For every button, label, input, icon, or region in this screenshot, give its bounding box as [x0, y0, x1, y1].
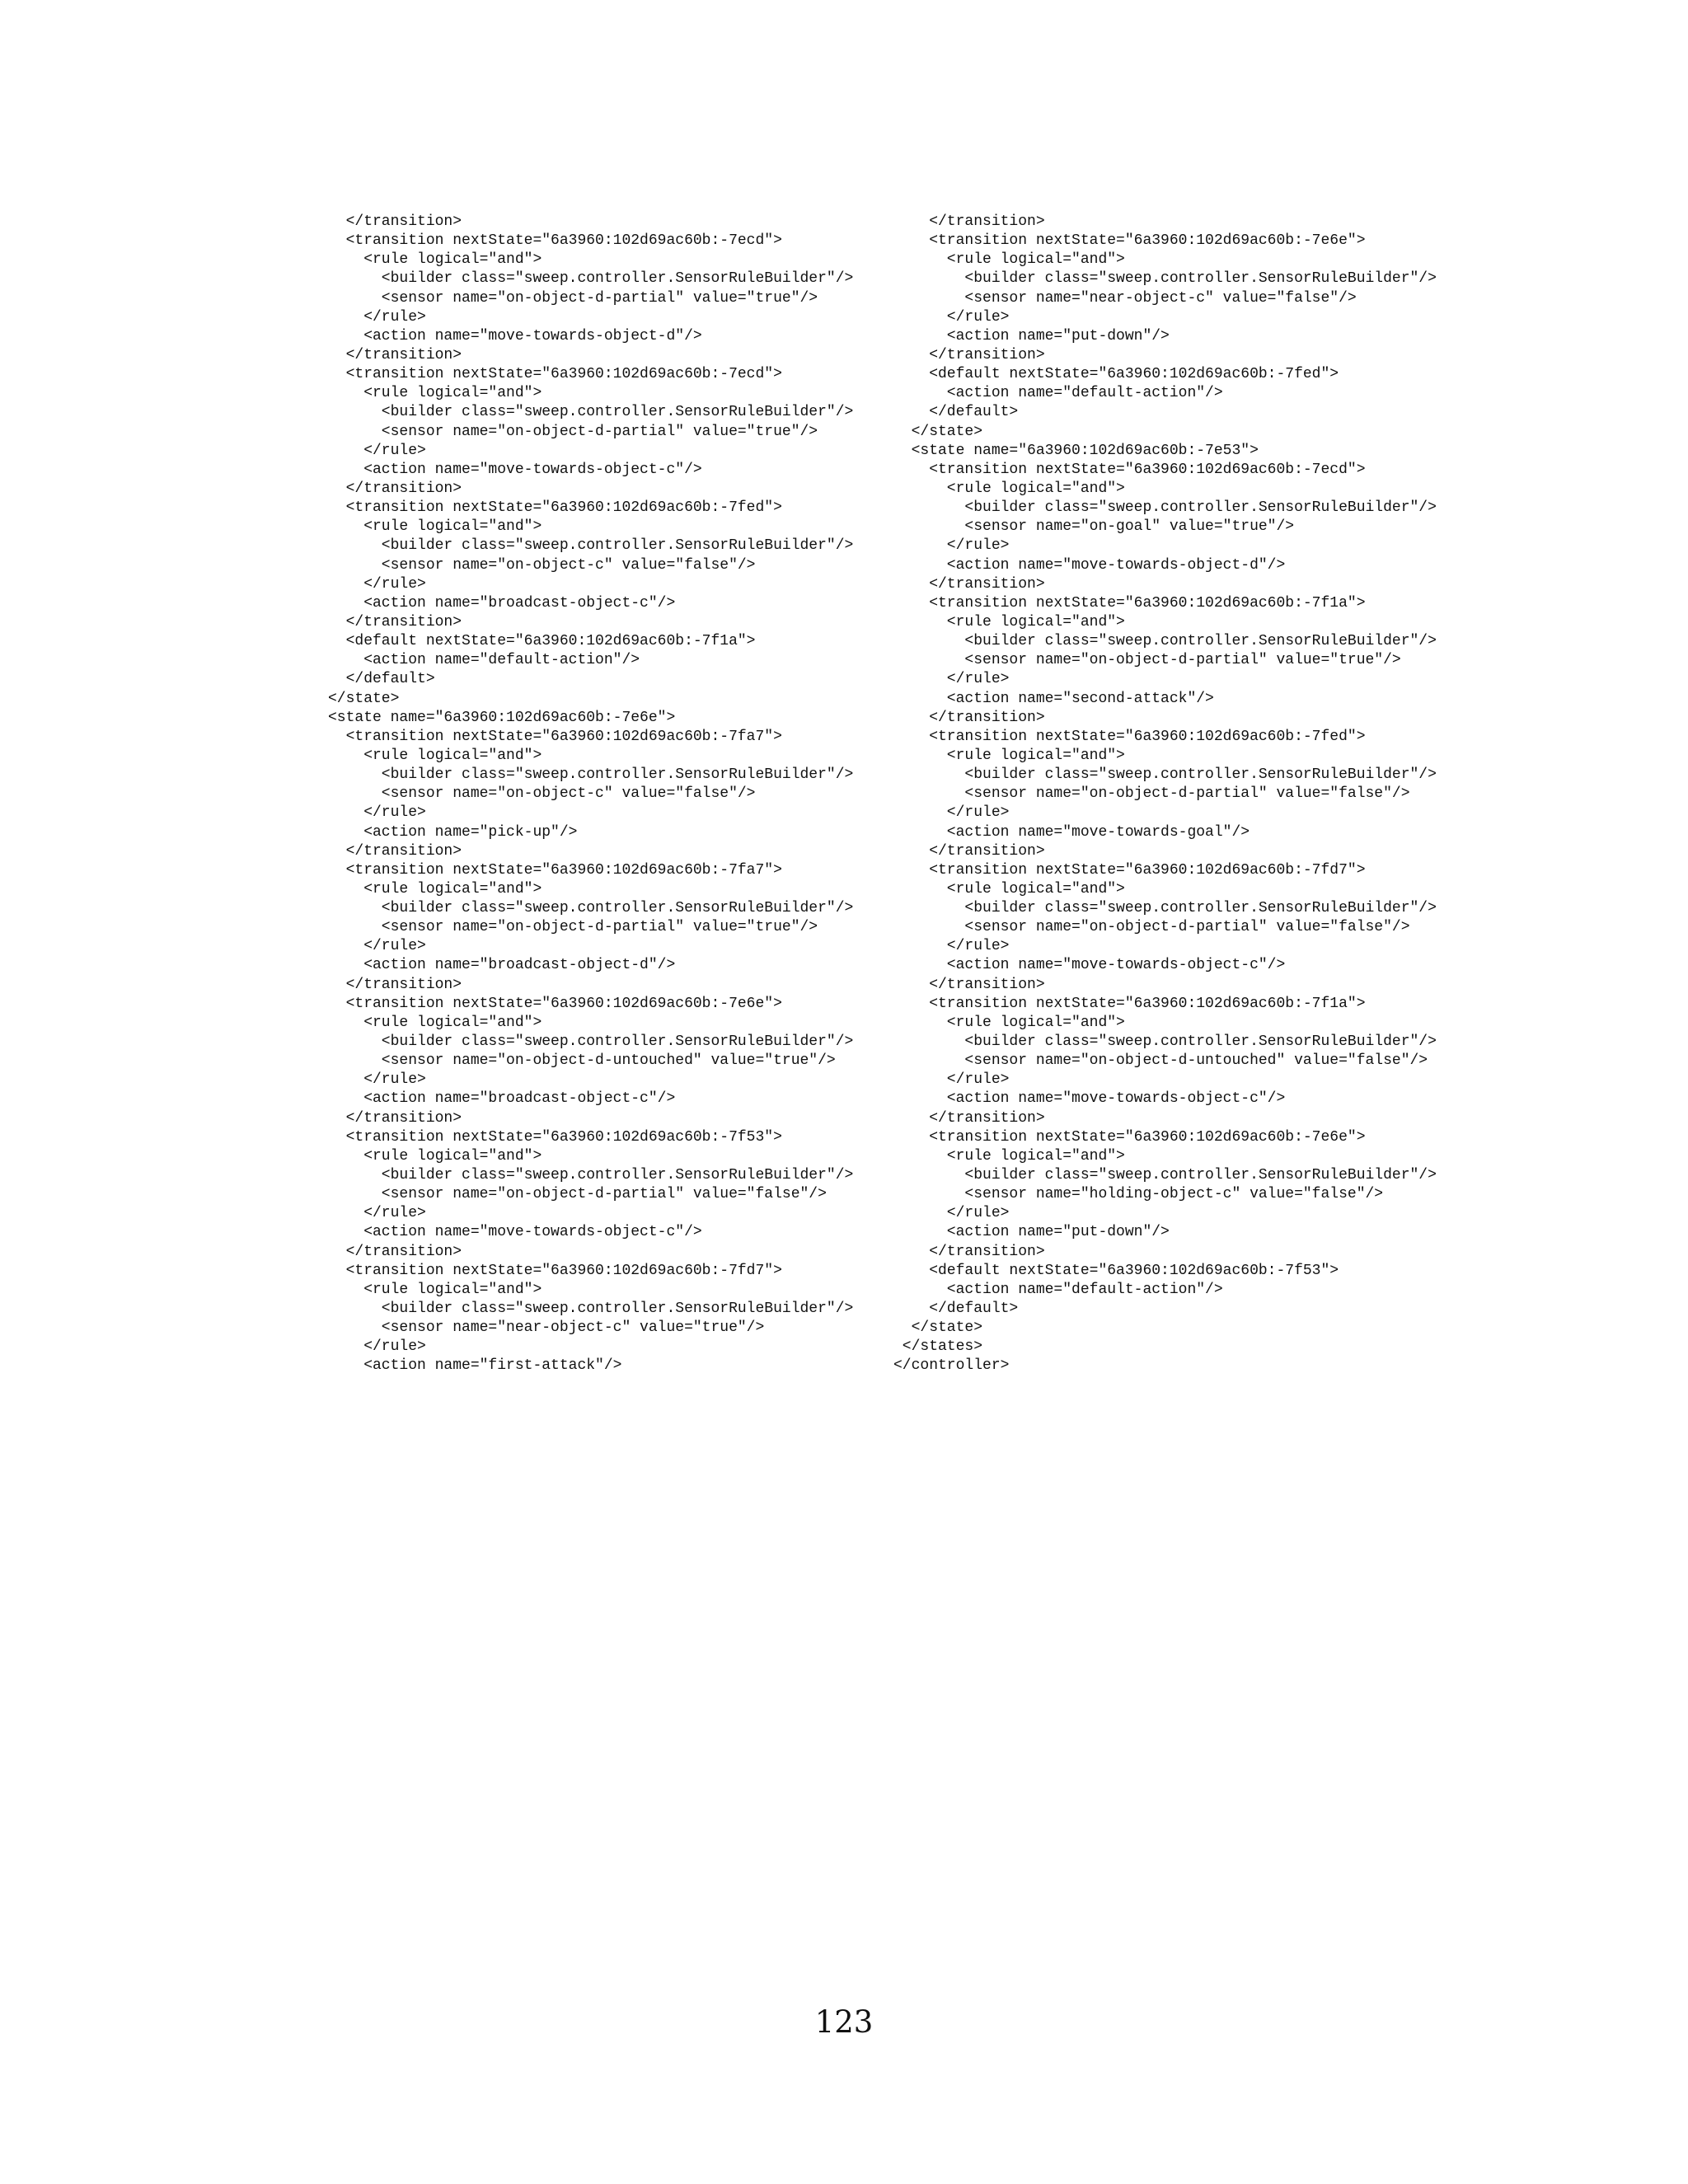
code-line: <sensor name="on-object-c" value="false"/> — [328, 556, 756, 574]
code-line: <action name="second-attack"/> — [893, 690, 1214, 707]
code-line: <transition nextState="6a3960:102d69ac60b:-7e6e"> — [328, 995, 782, 1012]
code-line: </states> — [893, 1338, 983, 1356]
code-line: <builder class="sweep.controller.SensorRuleBuilder"/> — [893, 270, 1437, 288]
code-line: <action name="move-towards-object-d"/> — [328, 327, 702, 344]
code-line: <builder class="sweep.controller.SensorRuleBuilder"/> — [893, 633, 1437, 650]
code-line: <transition nextState="6a3960:102d69ac60b:-7f1a"> — [893, 594, 1366, 612]
code-line: <transition nextState="6a3960:102d69ac60b:-7e6e"> — [893, 1128, 1366, 1146]
code-line: <state name="6a3960:102d69ac60b:-7e53"> — [893, 442, 1259, 459]
code-line: </default> — [893, 1301, 1019, 1318]
code-line: <sensor name="on-object-d-partial" value="false"/> — [893, 919, 1410, 936]
code-line: </rule> — [893, 537, 1010, 555]
code-line: </rule> — [328, 1071, 426, 1089]
code-line: <rule logical="and"> — [328, 1281, 542, 1298]
code-line: <transition nextState="6a3960:102d69ac60b:-7e6e"> — [893, 232, 1366, 250]
code-line: </transition> — [328, 1243, 462, 1260]
code-line: <transition nextState="6a3960:102d69ac60b:-7fed"> — [328, 499, 782, 517]
code-line: <builder class="sweep.controller.SensorRuleBuilder"/> — [328, 404, 854, 421]
page-number: 123 — [814, 2004, 874, 2040]
code-line: <builder class="sweep.controller.SensorRuleBuilder"/> — [328, 1167, 854, 1184]
code-line: <sensor name="on-object-d-partial" value="false"/> — [893, 785, 1410, 803]
code-line: <rule logical="and"> — [893, 613, 1125, 630]
code-line: <default nextState="6a3960:102d69ac60b:-7fed"> — [893, 366, 1339, 383]
code-line: </transition> — [893, 842, 1045, 860]
code-line: </state> — [893, 1319, 983, 1337]
code-line: <action name="broadcast-object-c"/> — [328, 1090, 676, 1108]
code-line: </state> — [328, 690, 400, 707]
code-line: </transition> — [893, 976, 1045, 993]
code-line: <transition nextState="6a3960:102d69ac60b:-7ecd"> — [328, 366, 782, 383]
code-line: <builder class="sweep.controller.SensorRuleBuilder"/> — [893, 499, 1437, 517]
code-line: </rule> — [893, 804, 1010, 822]
code-line: </transition> — [893, 213, 1045, 230]
code-line: </rule> — [328, 938, 426, 955]
code-line: </transition> — [893, 1109, 1045, 1127]
code-line: <transition nextState="6a3960:102d69ac60b:-7ecd"> — [328, 232, 782, 250]
code-line: <action name="move-towards-object-c"/> — [893, 1090, 1286, 1108]
code-line: </transition> — [328, 613, 462, 630]
code-line: </rule> — [328, 804, 426, 822]
code-line: </rule> — [328, 308, 426, 326]
code-line: <sensor name="on-object-d-untouched" value="true"/> — [328, 1052, 836, 1070]
code-line: <action name="move-towards-object-d"/> — [893, 556, 1286, 574]
code-line: </rule> — [893, 1071, 1010, 1089]
code-line: </default> — [893, 404, 1019, 421]
code-line: </transition> — [893, 575, 1045, 593]
code-line: <rule logical="and"> — [328, 747, 542, 764]
code-line: <sensor name="near-object-c" value="false"/> — [893, 289, 1357, 307]
code-line: </rule> — [893, 938, 1010, 955]
code-line: <builder class="sweep.controller.SensorRuleBuilder"/> — [328, 537, 854, 555]
code-line: <action name="move-towards-object-c"/> — [328, 461, 702, 478]
code-line: <sensor name="on-object-d-partial" value="true"/> — [893, 652, 1401, 669]
code-line: <transition nextState="6a3960:102d69ac60b:-7fa7"> — [328, 728, 782, 745]
code-line: </rule> — [893, 308, 1010, 326]
code-line: </transition> — [893, 709, 1045, 726]
code-line: <builder class="sweep.controller.SensorRuleBuilder"/> — [893, 1033, 1437, 1051]
code-line: <rule logical="and"> — [328, 1014, 542, 1031]
code-line: <rule logical="and"> — [328, 518, 542, 536]
code-line: </controller> — [893, 1357, 1010, 1375]
code-line: <transition nextState="6a3960:102d69ac60b:-7f53"> — [328, 1128, 782, 1146]
code-line: </state> — [893, 423, 983, 440]
code-line: <rule logical="and"> — [328, 251, 542, 269]
code-line: </transition> — [328, 480, 462, 497]
code-line: <action name="default-action"/> — [328, 652, 640, 669]
code-line: </rule> — [893, 1205, 1010, 1222]
code-line: <builder class="sweep.controller.SensorRuleBuilder"/> — [893, 1167, 1437, 1184]
code-line: <transition nextState="6a3960:102d69ac60b:-7ecd"> — [893, 461, 1366, 478]
code-line: <sensor name="on-object-c" value="false"/> — [328, 785, 756, 803]
code-line: <sensor name="on-object-d-partial" value="true"/> — [328, 289, 818, 307]
code-line: <transition nextState="6a3960:102d69ac60b:-7fd7"> — [893, 861, 1366, 879]
code-line: <sensor name="on-object-d-partial" value="true"/> — [328, 423, 818, 440]
code-line: <rule logical="and"> — [893, 1014, 1125, 1031]
code-line: <transition nextState="6a3960:102d69ac60b:-7fa7"> — [328, 861, 782, 879]
code-line: </transition> — [328, 346, 462, 363]
code-line: <rule logical="and"> — [328, 1147, 542, 1165]
code-line: <sensor name="on-goal" value="true"/> — [893, 518, 1295, 536]
code-line: <rule logical="and"> — [893, 880, 1125, 898]
code-line: <transition nextState="6a3960:102d69ac60b:-7fd7"> — [328, 1262, 782, 1279]
code-line: <sensor name="holding-object-c" value="false"/> — [893, 1186, 1384, 1203]
code-line: </rule> — [328, 1205, 426, 1222]
code-line: </rule> — [328, 575, 426, 593]
code-line: <state name="6a3960:102d69ac60b:-7e6e"> — [328, 709, 676, 726]
code-line: </rule> — [328, 442, 426, 459]
code-listing-left-column — [328, 213, 853, 1376]
code-line: <builder class="sweep.controller.SensorRuleBuilder"/> — [328, 900, 854, 917]
code-line: <rule logical="and"> — [893, 1147, 1125, 1165]
code-line: <default nextState="6a3960:102d69ac60b:-7f1a"> — [328, 633, 756, 650]
code-line: <action name="broadcast-object-d"/> — [328, 957, 676, 974]
code-line: <builder class="sweep.controller.SensorRuleBuilder"/> — [893, 766, 1437, 784]
code-line: <builder class="sweep.controller.SensorRuleBuilder"/> — [328, 270, 854, 288]
code-line: <builder class="sweep.controller.SensorRuleBuilder"/> — [893, 900, 1437, 917]
code-line: <builder class="sweep.controller.SensorRuleBuilder"/> — [328, 1301, 854, 1318]
code-line: <transition nextState="6a3960:102d69ac60b:-7fed"> — [893, 728, 1366, 745]
code-line: <action name="move-towards-object-c"/> — [328, 1224, 702, 1241]
code-listing-right-column — [893, 213, 1437, 1376]
code-line: <sensor name="on-object-d-partial" value="true"/> — [328, 919, 818, 936]
code-line: <action name="put-down"/> — [893, 1224, 1170, 1241]
code-line: <rule logical="and"> — [893, 480, 1125, 497]
code-line: </transition> — [328, 976, 462, 993]
code-line: </rule> — [893, 671, 1010, 688]
code-line: <rule logical="and"> — [328, 385, 542, 402]
code-line: <rule logical="and"> — [893, 747, 1125, 764]
code-line: </default> — [328, 671, 435, 688]
code-line: <action name="default-action"/> — [893, 1281, 1223, 1298]
code-line: <action name="move-towards-goal"/> — [893, 823, 1250, 841]
code-line: <sensor name="on-object-d-partial" value="false"/> — [328, 1186, 827, 1203]
code-line: </transition> — [893, 346, 1045, 363]
code-line: <transition nextState="6a3960:102d69ac60b:-7f1a"> — [893, 995, 1366, 1012]
code-line: <action name="pick-up"/> — [328, 823, 578, 841]
code-line: <builder class="sweep.controller.SensorRuleBuilder"/> — [328, 1033, 854, 1051]
code-line: </transition> — [328, 842, 462, 860]
code-line: <default nextState="6a3960:102d69ac60b:-7f53"> — [893, 1262, 1339, 1279]
code-line: <action name="broadcast-object-c"/> — [328, 594, 676, 612]
code-line: </rule> — [328, 1338, 426, 1356]
code-line: <sensor name="on-object-d-untouched" value="false"/> — [893, 1052, 1428, 1070]
code-line: </transition> — [328, 213, 462, 230]
code-line: <action name="put-down"/> — [893, 327, 1170, 344]
code-line: <action name="first-attack"/> — [328, 1357, 622, 1375]
code-line: <builder class="sweep.controller.SensorRuleBuilder"/> — [328, 766, 854, 784]
code-line: <sensor name="near-object-c" value="true"/> — [328, 1319, 765, 1337]
code-line: <rule logical="and"> — [893, 251, 1125, 269]
code-line: <action name="move-towards-object-c"/> — [893, 957, 1286, 974]
code-line: </transition> — [328, 1109, 462, 1127]
code-line: <rule logical="and"> — [328, 880, 542, 898]
code-line: <action name="default-action"/> — [893, 385, 1223, 402]
code-line: </transition> — [893, 1243, 1045, 1260]
